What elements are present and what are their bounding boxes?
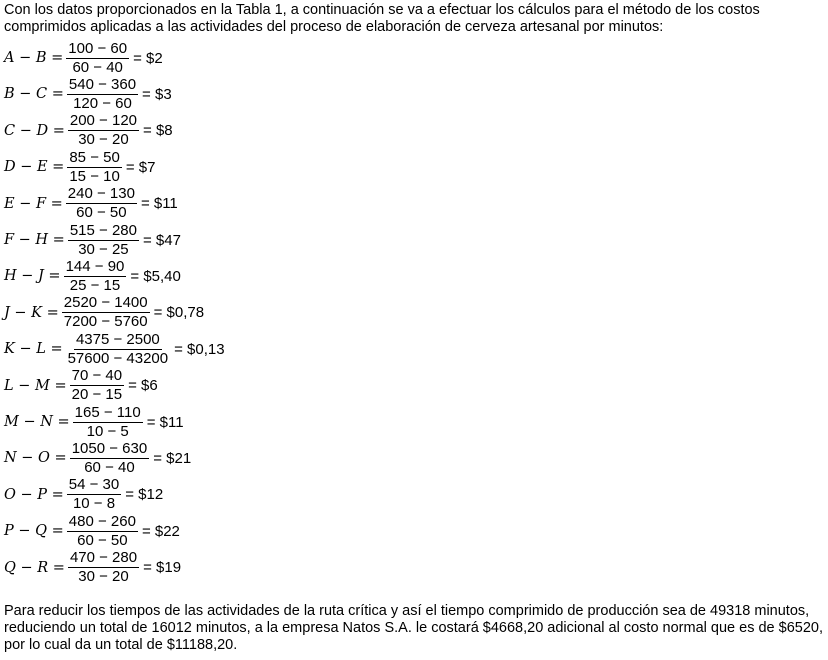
equation-row bbox=[4, 440, 191, 476]
equation-result: = $12 bbox=[125, 486, 164, 504]
fraction-denominator: 30 − 20 bbox=[78, 131, 129, 149]
equation-lhs: J − K = bbox=[4, 304, 59, 321]
fraction-denominator: 60 − 50 bbox=[77, 531, 128, 549]
equation-result: = $7 bbox=[125, 158, 156, 176]
fraction-numerator: 470 − 280 bbox=[69, 549, 138, 567]
fraction-numerator: 165 − 110 bbox=[74, 403, 141, 421]
equation-lhs: F − H = bbox=[4, 232, 65, 248]
equation-lhs: H − J = bbox=[4, 268, 61, 285]
equation-result: = $22 bbox=[141, 522, 180, 540]
equation-lhs: O − P = bbox=[4, 486, 64, 503]
fraction-denominator: 60 − 40 bbox=[72, 58, 123, 76]
equation-row bbox=[4, 76, 172, 112]
fraction bbox=[73, 405, 143, 440]
fraction-denominator: 10 − 8 bbox=[72, 495, 116, 513]
fraction bbox=[64, 259, 127, 294]
equation-row bbox=[4, 40, 163, 76]
equation-row bbox=[4, 222, 181, 258]
fraction-numerator: 144 − 90 bbox=[65, 257, 125, 275]
fraction bbox=[68, 550, 139, 585]
equation-lhs: B − C = bbox=[4, 86, 64, 103]
fraction-denominator: 57600 − 43200 bbox=[67, 349, 169, 367]
fraction-denominator: 120 − 60 bbox=[73, 94, 132, 112]
equation-result: = $19 bbox=[143, 559, 182, 577]
closing-line-1: Para reducir los tiempos de las actividades de la ruta crítica y así el tiempo comprimido de producción sea de 49318 minutos, bbox=[4, 603, 810, 619]
equation-row bbox=[4, 295, 204, 331]
fraction-denominator: 20 − 15 bbox=[71, 386, 123, 404]
fraction-numerator: 540 − 360 bbox=[68, 75, 137, 93]
fraction-numerator: 2520 − 1400 bbox=[63, 294, 148, 312]
fraction-numerator: 85 − 50 bbox=[69, 148, 120, 166]
intro-line-2: comprimidos aplicadas a las actividades del proceso de elaboración de cerveza artesanal por minutos: bbox=[4, 19, 664, 35]
equation-result: = $5,40 bbox=[130, 267, 181, 285]
intro-paragraph bbox=[4, 2, 824, 36]
equation-row bbox=[4, 368, 158, 404]
equation-lhs: Q − R = bbox=[4, 559, 65, 576]
intro-line-1: Con los datos proporcionados en la Tabla 1, a continuación se va a efectuar los cálculos para el método de los costos bbox=[4, 2, 760, 18]
fraction-numerator: 240 − 130 bbox=[67, 185, 135, 203]
fraction-numerator: 54 − 30 bbox=[68, 476, 120, 494]
equation-result: = $3 bbox=[142, 85, 172, 103]
fraction bbox=[67, 477, 121, 512]
equation-lhs: E − F = bbox=[4, 195, 63, 212]
fraction-denominator: 60 − 40 bbox=[84, 458, 135, 476]
equation-result: = $11 bbox=[146, 413, 184, 431]
fraction-denominator: 7200 − 5760 bbox=[63, 313, 148, 331]
equation-row bbox=[4, 113, 173, 149]
equation-lhs: K − L = bbox=[4, 341, 63, 358]
fraction bbox=[67, 514, 138, 549]
fraction bbox=[66, 186, 137, 221]
fraction-numerator: 4375 − 2500 bbox=[75, 330, 160, 348]
equation-result: = $2 bbox=[133, 49, 163, 67]
closing-line-3: por lo cual da un total de $11188,20. bbox=[4, 637, 238, 653]
fraction-numerator: 200 − 120 bbox=[69, 112, 138, 130]
fraction-denominator: 25 − 15 bbox=[69, 276, 121, 294]
fraction bbox=[66, 332, 171, 367]
equation-row bbox=[4, 513, 180, 549]
equation-lhs: M − N = bbox=[4, 414, 70, 430]
equation-lhs: L − M = bbox=[4, 377, 67, 394]
fraction-denominator: 30 − 25 bbox=[78, 240, 129, 258]
fraction bbox=[67, 150, 121, 185]
fraction-denominator: 60 − 50 bbox=[76, 204, 127, 222]
equation-result: = $11 bbox=[140, 195, 178, 213]
equation-lhs: N − O = bbox=[4, 450, 67, 467]
fraction bbox=[68, 223, 139, 258]
closing-line-2: reduciendo un total de 16012 minutos, a la empresa Natos S.A. le costará $4668,20 adicional al costo normal que es de $6520, bbox=[4, 620, 823, 636]
equation-row bbox=[4, 258, 181, 294]
fraction bbox=[62, 295, 150, 330]
fraction bbox=[70, 368, 124, 403]
fraction bbox=[67, 77, 138, 112]
equation-lhs: D − E = bbox=[4, 159, 65, 176]
equation-result: = $0,78 bbox=[153, 304, 205, 322]
fraction bbox=[70, 441, 150, 476]
equation-result: = $0,13 bbox=[174, 340, 225, 358]
equation-lhs: A − B = bbox=[4, 50, 64, 66]
fraction-numerator: 515 − 280 bbox=[69, 221, 137, 239]
equation-row bbox=[4, 186, 178, 222]
fraction-denominator: 15 − 10 bbox=[69, 167, 120, 185]
equation-lhs: C − D = bbox=[4, 122, 65, 139]
fraction-denominator: 10 − 5 bbox=[86, 422, 129, 440]
equation-row bbox=[4, 149, 155, 185]
fraction-numerator: 70 − 40 bbox=[71, 367, 123, 385]
equation-row bbox=[4, 477, 163, 513]
equation-row bbox=[4, 331, 225, 367]
equation-result: = $6 bbox=[128, 377, 158, 395]
equation-result: = $8 bbox=[143, 122, 173, 140]
closing-paragraph bbox=[4, 603, 826, 654]
fraction bbox=[68, 113, 139, 148]
fraction-numerator: 1050 − 630 bbox=[71, 439, 148, 457]
fraction-denominator: 30 − 20 bbox=[78, 568, 129, 586]
equation-result: = $21 bbox=[153, 449, 192, 467]
equation-row bbox=[4, 404, 184, 440]
fraction-numerator: 480 − 260 bbox=[68, 512, 136, 530]
equation-row bbox=[4, 550, 181, 586]
equation-result: = $47 bbox=[143, 231, 181, 249]
equation-lhs: P − Q = bbox=[4, 523, 64, 540]
fraction-numerator: 100 − 60 bbox=[68, 39, 128, 57]
fraction bbox=[66, 41, 129, 76]
